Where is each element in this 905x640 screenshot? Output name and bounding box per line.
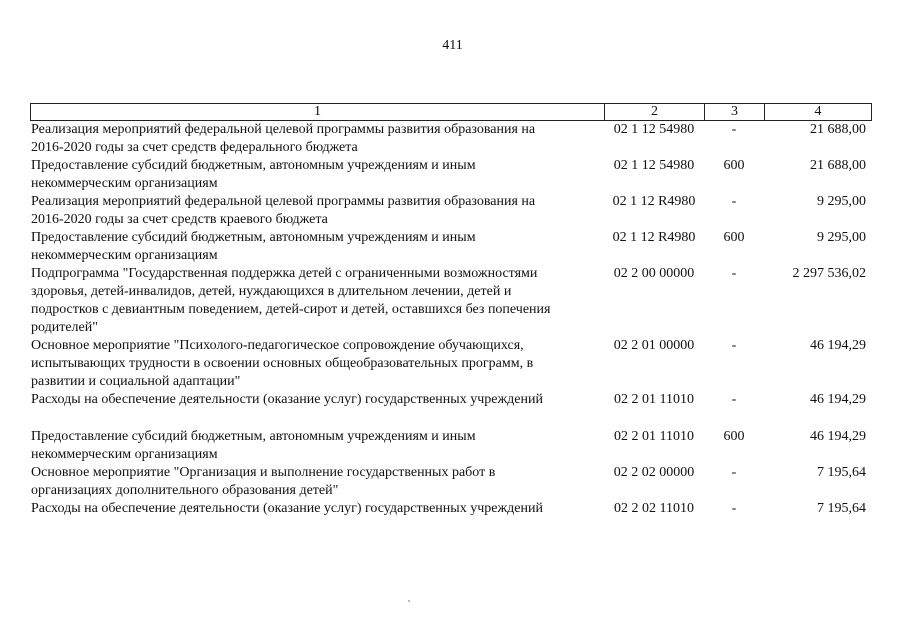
description-line: Расходы на обеспечение деятельности (оказание услуг) государственных учреждений: [31, 392, 543, 407]
row-description: [30, 121, 604, 157]
description-line: испытывающих трудности в освоении основных общеобразовательных программ, в: [31, 356, 534, 371]
row-type: -: [731, 338, 737, 353]
row-code: 02 1 12 54980: [613, 122, 695, 137]
header-col-3: 3: [705, 104, 765, 120]
description-line: Основное мероприятие "Организация и выполнение государственных работ в: [31, 465, 496, 480]
header-col-4: 4: [814, 104, 822, 119]
table-row: [30, 428, 872, 464]
row-code: 02 1 12 54980: [613, 158, 695, 173]
description-line: 2016-2020 годы за счет средств федерального бюджета: [31, 140, 358, 155]
table-row: [30, 157, 872, 193]
description-line: организациях дополнительного образования детей": [31, 483, 339, 498]
row-code: 02 1 12 R4980: [612, 194, 696, 209]
row-type: -: [731, 392, 737, 407]
row-code: 02 2 01 11010: [614, 392, 694, 407]
description-line: 2016-2020 годы за счет средств краевого бюджета: [31, 212, 328, 227]
row-type: 600: [723, 158, 745, 173]
row-code: 02 2 02 11010: [614, 501, 694, 516]
description-line: подростков с девиантным поведением, детей-сирот и детей, оставшихся без попечения: [31, 302, 551, 317]
description-line: Предоставление субсидий бюджетным, автономным учреждениям и иным: [31, 158, 476, 173]
description-line: Предоставление субсидий бюджетным, автономным учреждениям и иным: [31, 230, 476, 245]
row-description: [30, 391, 604, 409]
table-header: [30, 103, 872, 121]
row-amount: 46 194,29: [810, 392, 866, 407]
description-line: некоммерческим организациям: [31, 248, 218, 263]
row-amount: 21 688,00: [810, 122, 866, 137]
table-row: [30, 229, 872, 265]
row-description: [30, 337, 604, 391]
row-description: [30, 428, 604, 464]
row-description: [30, 193, 604, 229]
row-amount: 46 194,29: [810, 338, 866, 353]
row-description: [30, 157, 604, 193]
row-type: 600: [723, 230, 745, 245]
scan-speck: [408, 600, 410, 602]
row-code: 02 2 01 00000: [613, 338, 695, 353]
row-code: 02 2 01 11010: [614, 429, 694, 444]
row-type: -: [731, 501, 737, 516]
row-amount: 7 195,64: [817, 465, 866, 480]
table-row: [30, 500, 872, 518]
table-row: [30, 464, 872, 500]
description-line: Реализация мероприятий федеральной целевой программы развития образования на: [31, 194, 536, 209]
header-col-2: 2: [605, 104, 705, 120]
row-description: [30, 500, 604, 518]
row-type: 600: [723, 429, 745, 444]
row-code: 02 2 00 00000: [613, 266, 695, 281]
row-description: [30, 464, 604, 500]
description-line: Расходы на обеспечение деятельности (оказание услуг) государственных учреждений: [31, 501, 543, 516]
row-type: -: [731, 122, 737, 137]
table-row: [30, 121, 872, 157]
row-amount: 21 688,00: [810, 158, 866, 173]
row-code: 02 2 02 00000: [613, 465, 695, 480]
row-amount: 46 194,29: [810, 429, 866, 444]
row-type: -: [731, 194, 737, 209]
row-description: [30, 265, 604, 337]
row-amount: 9 295,00: [817, 194, 866, 209]
description-line: Основное мероприятие "Психолого-педагогическое сопровождение обучающихся,: [31, 338, 524, 353]
description-line: развитии и социальной адаптации": [31, 374, 241, 389]
description-line: некоммерческим организациям: [31, 447, 218, 462]
table-row: [30, 391, 872, 409]
description-line: Предоставление субсидий бюджетным, автономным учреждениям и иным: [31, 429, 476, 444]
description-line: Подпрограмма "Государственная поддержка детей с ограниченными возможностями: [31, 266, 538, 281]
page-number: 411: [442, 38, 463, 53]
header-col-1: 1: [31, 104, 605, 120]
table-row: [30, 265, 872, 337]
table-row: [30, 193, 872, 229]
row-type: -: [731, 465, 737, 480]
description-line: родителей": [31, 320, 98, 335]
row-amount: 7 195,64: [817, 501, 866, 516]
description-line: здоровья, детей-инвалидов, детей, нуждающихся в длительном лечении, детей и: [31, 284, 512, 299]
row-code: 02 1 12 R4980: [612, 230, 696, 245]
table-body: [30, 121, 872, 518]
description-line: некоммерческим организациям: [31, 176, 218, 191]
row-spacer: [30, 409, 872, 428]
row-type: -: [731, 266, 737, 281]
description-line: Реализация мероприятий федеральной целевой программы развития образования на: [31, 122, 536, 137]
table-row: [30, 337, 872, 391]
row-description: [30, 229, 604, 265]
budget-table: [30, 103, 872, 518]
row-amount: 9 295,00: [817, 230, 866, 245]
row-amount: 2 297 536,02: [792, 266, 866, 281]
